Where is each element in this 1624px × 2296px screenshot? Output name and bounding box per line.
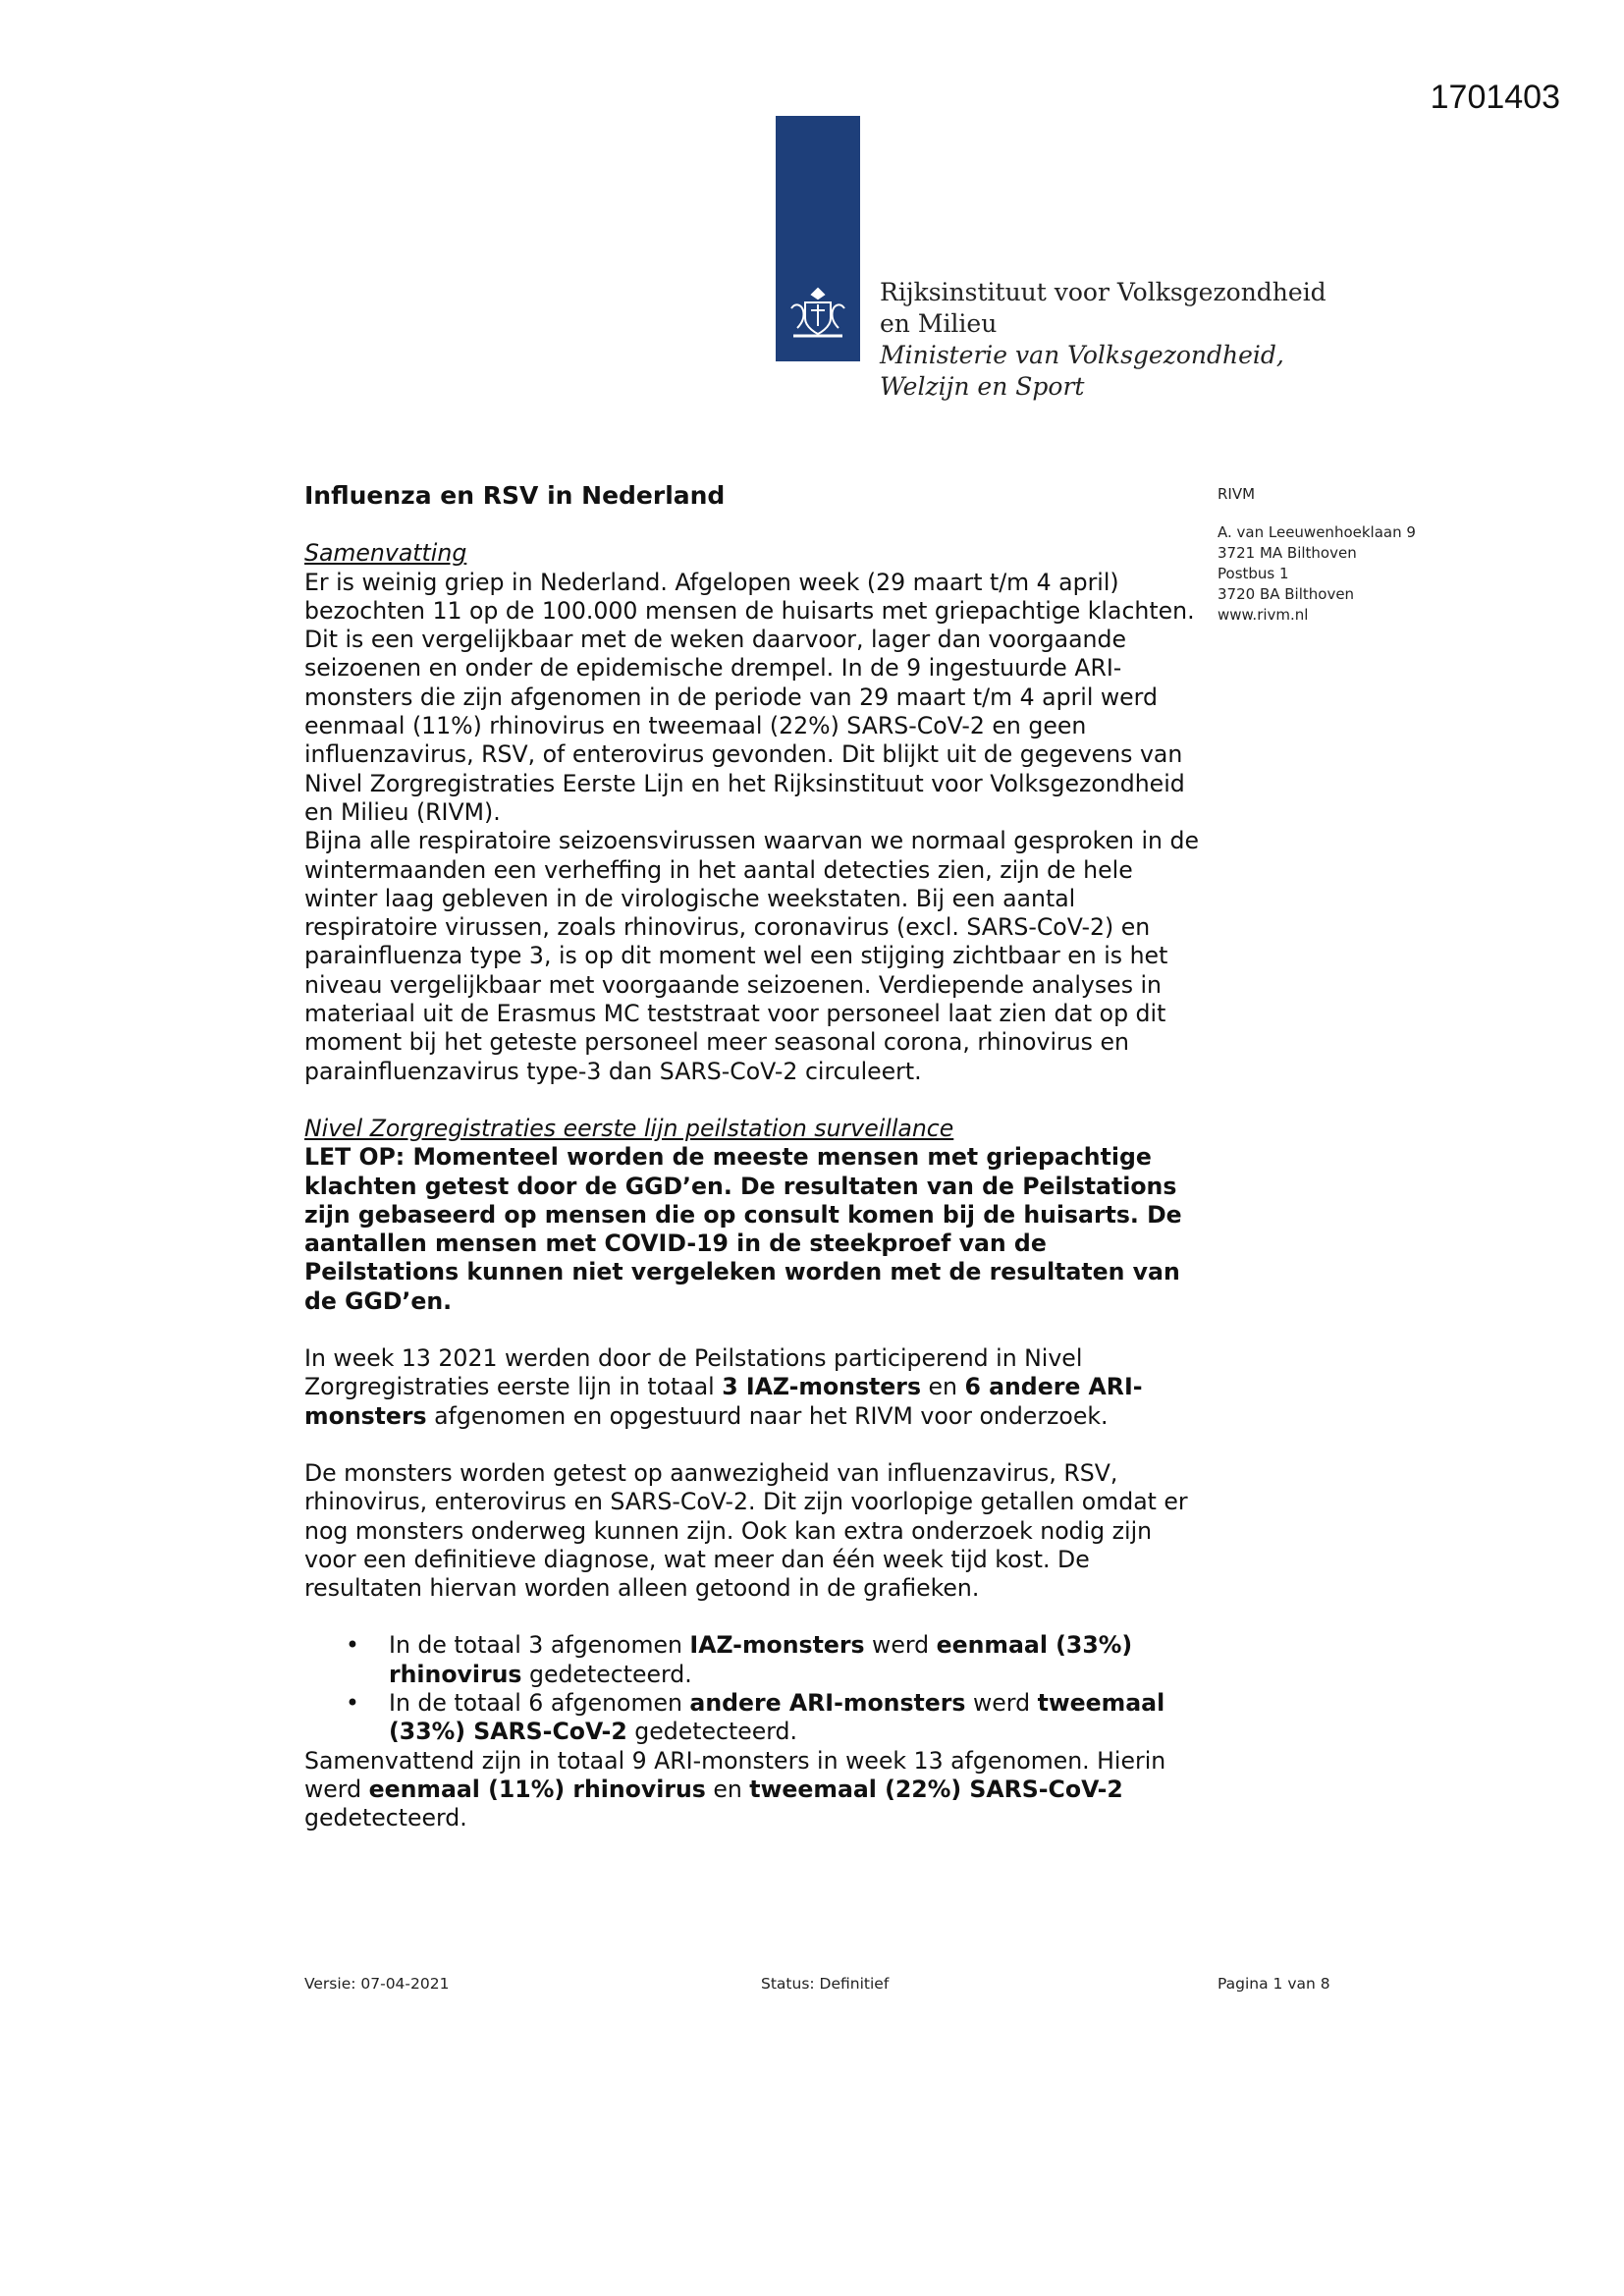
footer-page-number: Pagina 1 van 8 [1218, 1975, 1330, 1993]
org-line-1: Rijksinstituut voor Volksgezondheid [880, 278, 1326, 306]
address-line: A. van Leeuwenhoeklaan 9 [1218, 523, 1416, 541]
address-line: 3721 MA Bilthoven [1218, 544, 1357, 562]
conclusion-paragraph: Samenvattend zijn in totaal 9 ARI-monsters in week 13 afgenomen. Hierin werd eenmaal (11%) rhinovirus en tweemaal (22%) SARS-CoV-2 gedetecteerd. [304, 1746, 1166, 1832]
address-org: RIVM [1218, 485, 1256, 503]
testing-paragraph: De monsters worden getest op aanwezigheid van influenzavirus, RSV, rhinovirus, enterovirus en SARS-CoV-2. Dit zijn voorlopige getallen omdat er nog monsters onderweg kunnen zijn. Ook kan extra onderzoek nodig zijn voor een definitieve diagnose, wat meer dan één week tijd kost. De resultaten hiervan worden alleen getoond in de grafieken. [304, 1458, 1188, 1603]
org-line-2: en Milieu [880, 309, 998, 338]
summary-paragraph-2: Bijna alle respiratoire seizoensvirussen waarvan we normaal gesproken in de wintermaanden een verheffing in het aantal detecties zien, zijn de hele winter laag gebleven in de virologische weekstaten. Bij een aantal respiratoire virussen, zoals rhinovirus, coronavirus (excl. SARS-CoV-2) en parainfluenza type 3, is op dit moment wel een stijging zichtbaar en is het niveau vergelijkbaar met voorgaande seizoenen. Verdiepende analyses in materiaal uit de Erasmus MC teststraat voor personeel laat zien dat op dit moment bij het geteste personeel meer seasonal corona, rhinovirus en parainfluenzavirus type-3 dan SARS-CoV-2 circuleert. [304, 827, 1199, 1085]
organisation-name [880, 277, 1326, 403]
document-body [304, 481, 1208, 1832]
address-line: 3720 BA Bilthoven [1218, 585, 1355, 603]
page-title: Influenza en RSV in Nederland [304, 481, 726, 510]
document-number: 1701403 [1430, 79, 1560, 116]
rijksoverheid-logo-bar [776, 116, 860, 361]
coat-of-arms-icon [784, 285, 852, 344]
summary-paragraph-1: Er is weinig griep in Nederland. Afgelopen week (29 maart t/m 4 april) bezochten 11 op de 100.000 mensen de huisarts met griepachtige klachten. Dit is een vergelijkbaar met de weken daarvoor, lager dan voorgaande seizoenen en onder de epidemische drempel. In de 9 ingestuurde ARI-monsters die zijn afgenomen in de periode van 29 maart t/m 4 april werd eenmaal (11%) rhinovirus en tweemaal (22%) SARS-CoV-2 en geen influenzavirus, RSV, of enterovirus gevonden. Dit blijkt uit de gegevens van Nivel Zorgregistraties Eerste Lijn en het Rijksinstituut voor Volksgezondheid en Milieu (RIVM). [304, 568, 1195, 826]
results-list [304, 1631, 1208, 1746]
address-website: www.rivm.nl [1218, 606, 1309, 624]
address-block [1218, 484, 1416, 626]
list-item: • In de totaal 6 afgenomen andere ARI-monsters werd tweemaal (33%) SARS-CoV-2 gedetecteerd. [346, 1688, 1165, 1746]
ministry-line-1: Ministerie van Volksgezondheid, [880, 341, 1284, 369]
list-item: • In de totaal 3 afgenomen IAZ-monsters werd eenmaal (33%) rhinovirus gedetecteerd. [346, 1631, 1133, 1688]
warning-paragraph: LET OP: Momenteel worden de meeste mensen met griepachtige klachten getest door de GGD’en. De resultaten van de Peilstations zijn gebaseerd op mensen die op consult komen bij de huisarts. De aantallen mensen met COVID-19 in de steekproef van de Peilstations kunnen niet vergeleken worden met de resultaten van de GGD’en. [304, 1143, 1182, 1315]
ministry-line-2: Welzijn en Sport [880, 372, 1085, 401]
footer-version: Versie: 07-04-2021 [304, 1975, 450, 1993]
samples-paragraph: In week 13 2021 werden door de Peilstations participerend in Nivel Zorgregistraties eerste lijn in totaal 3 IAZ-monsters en 6 andere ARI-monsters afgenomen en opgestuurd naar het RIVM voor onderzoek. [304, 1344, 1143, 1430]
footer-status: Status: Definitief [761, 1975, 890, 1993]
summary-heading: Samenvatting [304, 539, 467, 568]
address-line: Postbus 1 [1218, 565, 1289, 582]
nivel-heading: Nivel Zorgregistraties eerste lijn peilstation surveillance [304, 1114, 954, 1142]
